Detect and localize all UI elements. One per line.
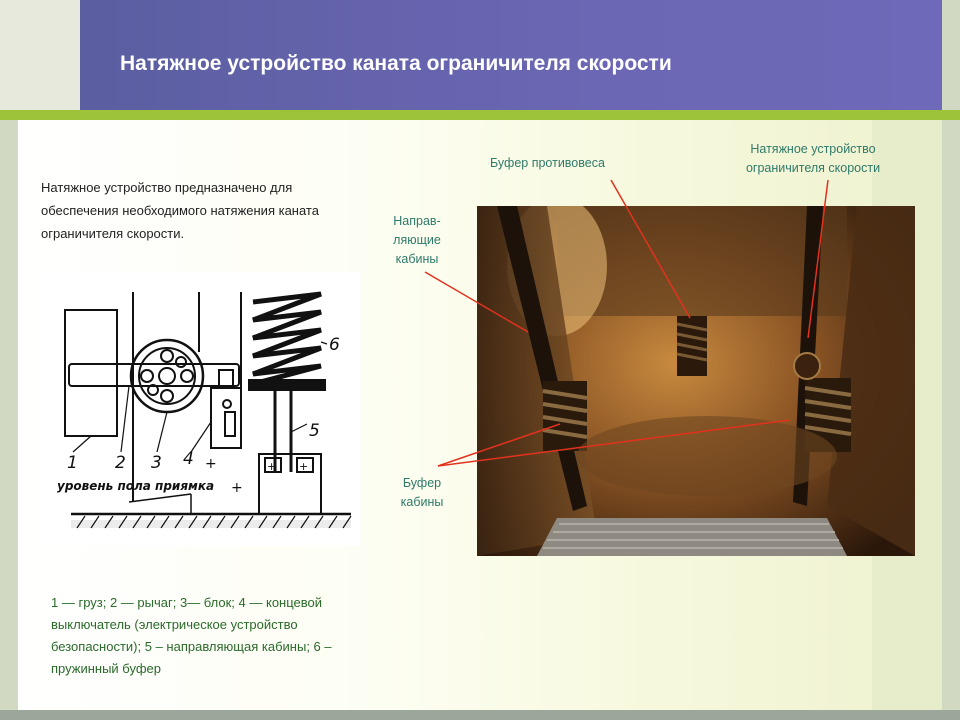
- tension-pulley: [794, 353, 820, 379]
- header-left-block: [0, 0, 80, 110]
- header-divider: [0, 110, 960, 120]
- diagram-plus-1: +: [205, 456, 217, 472]
- diagram-number-1: 1: [67, 453, 78, 473]
- spring-coil: [253, 294, 321, 384]
- diagram-number-5: 5: [309, 421, 320, 441]
- diagram-number-4: 4: [183, 449, 194, 469]
- label-car-buffer: [392, 474, 452, 512]
- elevator-pit-photo: [477, 206, 915, 556]
- weight-block: [65, 310, 117, 436]
- diagram-floor-label: уровень пола приямка: [57, 479, 215, 493]
- label-tension-device-line1: Натяжное устройство: [750, 142, 876, 156]
- label-car-guides-line3: кабины: [395, 252, 439, 266]
- label-car-guides-line2: ляющие: [393, 233, 441, 247]
- label-tension-device: [728, 140, 898, 178]
- diagram-plus-4: +: [299, 460, 309, 473]
- label-car-guides-line1: Направ-: [393, 214, 441, 228]
- tension-device-diagram: [41, 272, 360, 546]
- slide-title: Натяжное устройство каната ограничителя скорости: [120, 52, 672, 75]
- label-car-buffer-line1: Буфер: [402, 476, 442, 490]
- label-tension-device-line2: ограничителя скорости: [745, 161, 881, 175]
- label-counterweight-buffer: Буфер противовеса: [490, 156, 605, 170]
- diagram-drawing: [41, 272, 360, 546]
- diagram-number-6: 6: [329, 335, 340, 355]
- label-car-guides: [382, 212, 452, 269]
- diagram-legend: 1 — груз; 2 — рычаг; 3— блок; 4 — концевой выключатель (электрическое устройство безопасности); 5 – направляющая кабины; 6 – пружинный буфер: [51, 595, 332, 676]
- description-text: Натяжное устройство предназначено для обеспечения необходимого натяжения каната ограничителя скорости.: [41, 180, 319, 241]
- diagram-number-2: 2: [115, 453, 126, 473]
- diagram-plus-3: +: [267, 460, 277, 473]
- lever-bar: [69, 364, 239, 386]
- diagram-number-3: 3: [151, 453, 162, 473]
- pit-photo-illustration: [477, 206, 915, 556]
- diagram-plus-2: +: [231, 480, 243, 496]
- right-frame-strip: [942, 0, 960, 720]
- label-car-buffer-line2: кабины: [400, 495, 444, 509]
- footer-bar: [0, 710, 960, 720]
